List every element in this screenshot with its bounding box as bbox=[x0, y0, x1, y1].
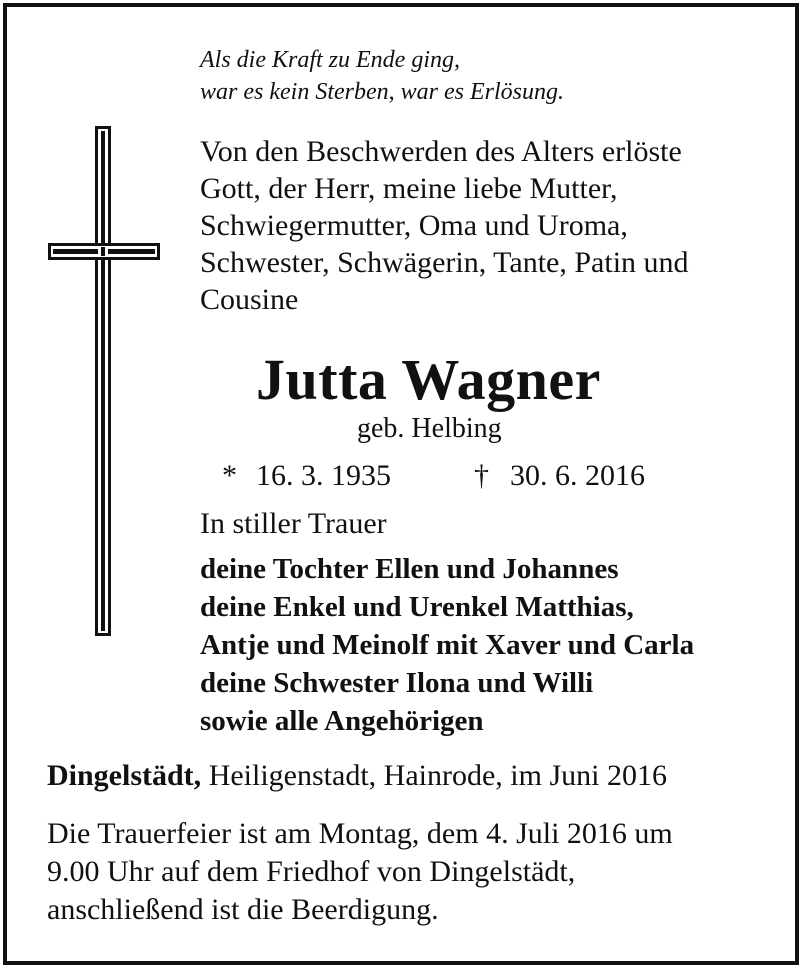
service-line-3: anschließend ist die Beerdigung. bbox=[47, 893, 439, 926]
birth-date: 16. 3. 1935 bbox=[256, 459, 391, 492]
place-bold: Dingelstädt, bbox=[47, 759, 202, 792]
death-date: 30. 6. 2016 bbox=[510, 459, 645, 492]
place-rest: Heiligenstadt, Hainrode, im Juni 2016 bbox=[201, 759, 667, 792]
intro-line-3: Schwiegermutter, Oma und Uroma, bbox=[200, 209, 628, 242]
mourner-line-5: sowie alle Angehörigen bbox=[200, 705, 484, 737]
intro-line-1: Von den Beschwerden des Alters erlöste bbox=[200, 135, 682, 168]
service-line-2: 9.00 Uhr auf dem Friedhof von Dingelstädt, bbox=[47, 855, 576, 888]
motto-line-1: Als die Kraft zu Ende ging, bbox=[200, 47, 460, 73]
motto-line-2: war es kein Sterben, war es Erlösung. bbox=[200, 79, 564, 105]
deceased-name: Jutta Wagner bbox=[256, 347, 601, 412]
service-line-1: Die Trauerfeier ist am Montag, dem 4. Juli 2016 um bbox=[47, 817, 673, 850]
maiden-name: geb. Helbing bbox=[357, 413, 502, 444]
intro-line-5: Cousine bbox=[200, 283, 299, 316]
death-symbol: † bbox=[474, 459, 489, 492]
mourning-intro: In stiller Trauer bbox=[200, 507, 387, 540]
mourner-line-4: deine Schwester Ilona und Willi bbox=[200, 667, 594, 699]
mourner-line-1: deine Tochter Ellen und Johannes bbox=[200, 553, 619, 585]
latin-cross-icon bbox=[48, 126, 160, 636]
intro-line-4: Schwester, Schwägerin, Tante, Patin und bbox=[200, 246, 689, 279]
place-date-line bbox=[47, 759, 667, 793]
mourner-line-2: deine Enkel und Urenkel Matthias, bbox=[200, 591, 634, 623]
birth-symbol: * bbox=[222, 459, 237, 492]
mourner-line-3: Antje und Meinolf mit Xaver und Carla bbox=[200, 629, 695, 661]
intro-line-2: Gott, der Herr, meine liebe Mutter, bbox=[200, 172, 618, 205]
